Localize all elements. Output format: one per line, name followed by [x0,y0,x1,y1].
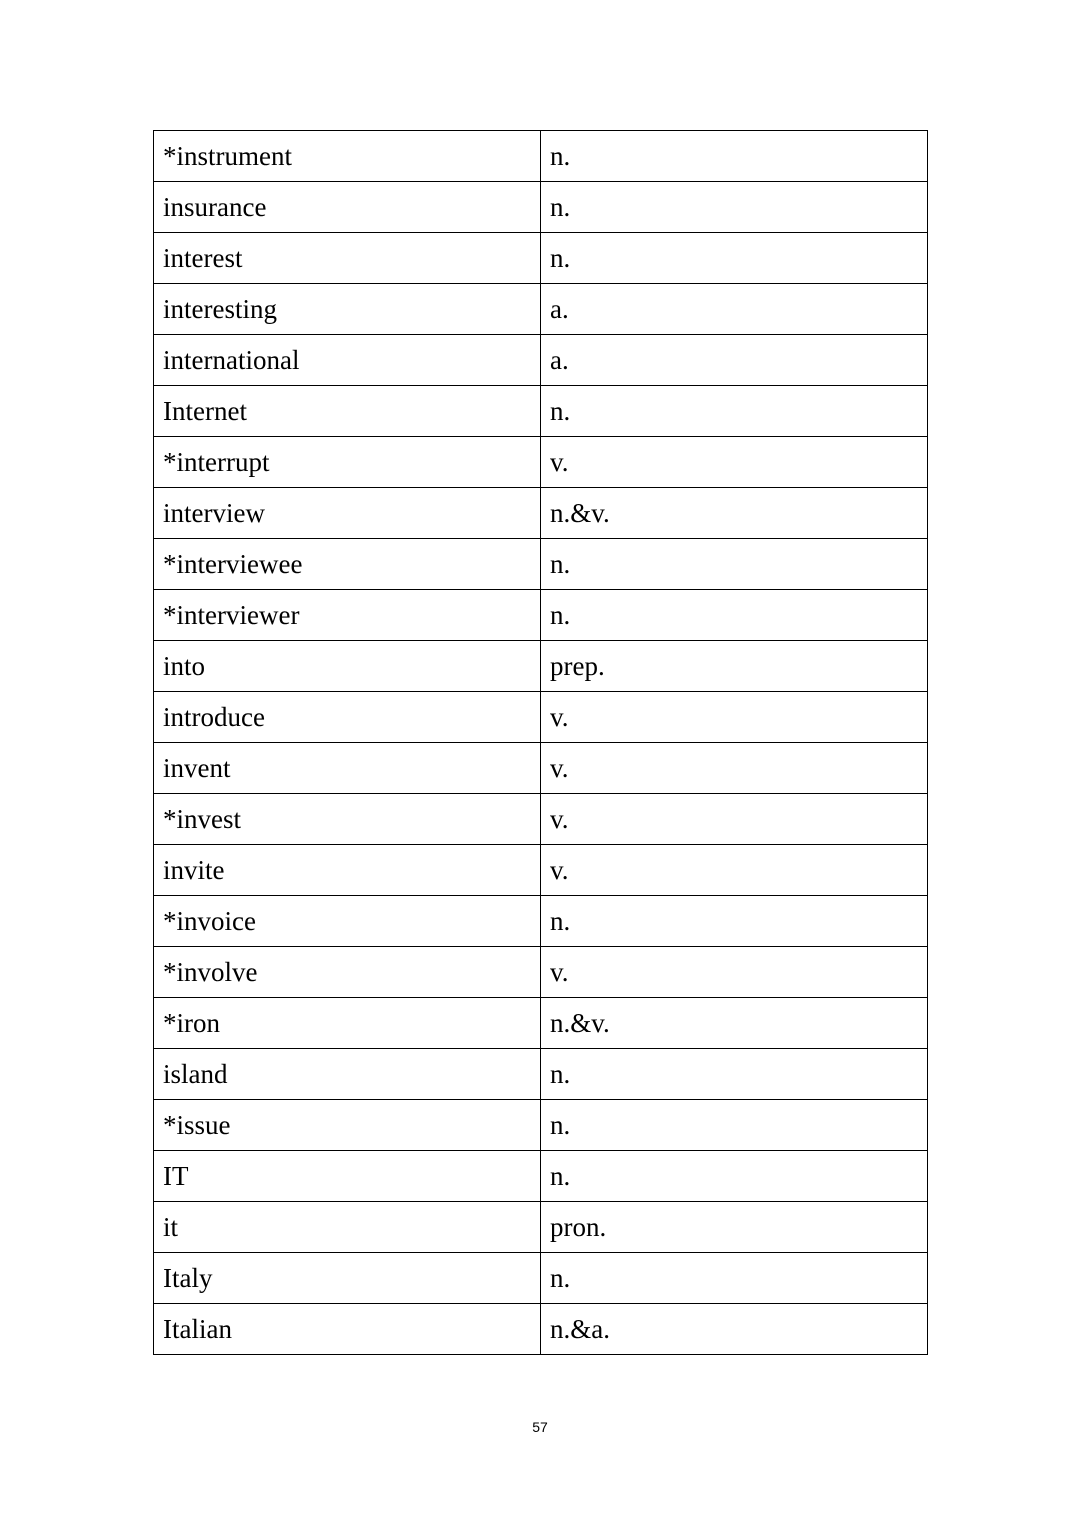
table-row [154,1151,928,1202]
table-row [154,182,928,233]
part-of-speech-cell: a. [541,284,928,335]
word-cell: IT [154,1151,541,1202]
table-row [154,794,928,845]
table-row [154,743,928,794]
part-of-speech-cell: n. [541,896,928,947]
table-row [154,437,928,488]
table-row [154,131,928,182]
table-row [154,1304,928,1355]
part-of-speech-cell: v. [541,743,928,794]
word-cell: invite [154,845,541,896]
part-of-speech-cell: n. [541,539,928,590]
table-row [154,488,928,539]
table-row [154,284,928,335]
word-cell: *invoice [154,896,541,947]
table-row [154,998,928,1049]
part-of-speech-cell: n. [541,233,928,284]
table-row [154,896,928,947]
part-of-speech-cell: a. [541,335,928,386]
table-row [154,641,928,692]
word-cell: Italy [154,1253,541,1304]
part-of-speech-cell: prep. [541,641,928,692]
word-cell: *involve [154,947,541,998]
part-of-speech-cell: n. [541,1151,928,1202]
table-row [154,335,928,386]
part-of-speech-cell: pron. [541,1202,928,1253]
word-cell: invent [154,743,541,794]
word-cell: interesting [154,284,541,335]
word-cell: *instrument [154,131,541,182]
word-cell: it [154,1202,541,1253]
word-cell: insurance [154,182,541,233]
table-row [154,845,928,896]
word-cell: *issue [154,1100,541,1151]
table-row [154,590,928,641]
table-row [154,1253,928,1304]
part-of-speech-cell: n. [541,590,928,641]
part-of-speech-cell: v. [541,794,928,845]
part-of-speech-cell: v. [541,845,928,896]
part-of-speech-cell: v. [541,947,928,998]
table-row [154,692,928,743]
part-of-speech-cell: n.&a. [541,1304,928,1355]
table-row [154,1202,928,1253]
part-of-speech-cell: n. [541,131,928,182]
part-of-speech-cell: n. [541,1100,928,1151]
word-cell: Italian [154,1304,541,1355]
word-cell: island [154,1049,541,1100]
table-row [154,386,928,437]
table-row [154,1049,928,1100]
vocabulary-table-body [154,131,928,1355]
word-cell: into [154,641,541,692]
part-of-speech-cell: n. [541,182,928,233]
table-row [154,233,928,284]
word-cell: international [154,335,541,386]
word-cell: *interviewer [154,590,541,641]
word-cell: *interrupt [154,437,541,488]
word-cell: *interviewee [154,539,541,590]
part-of-speech-cell: v. [541,692,928,743]
word-cell: *invest [154,794,541,845]
vocabulary-table [153,130,928,1355]
part-of-speech-cell: v. [541,437,928,488]
word-cell: Internet [154,386,541,437]
word-cell: introduce [154,692,541,743]
page-number: 57 [532,1419,548,1435]
word-cell: *iron [154,998,541,1049]
part-of-speech-cell: n. [541,1049,928,1100]
part-of-speech-cell: n.&v. [541,488,928,539]
table-row [154,947,928,998]
part-of-speech-cell: n. [541,386,928,437]
word-cell: interview [154,488,541,539]
table-row [154,1100,928,1151]
word-cell: interest [154,233,541,284]
part-of-speech-cell: n. [541,1253,928,1304]
part-of-speech-cell: n.&v. [541,998,928,1049]
table-row [154,539,928,590]
